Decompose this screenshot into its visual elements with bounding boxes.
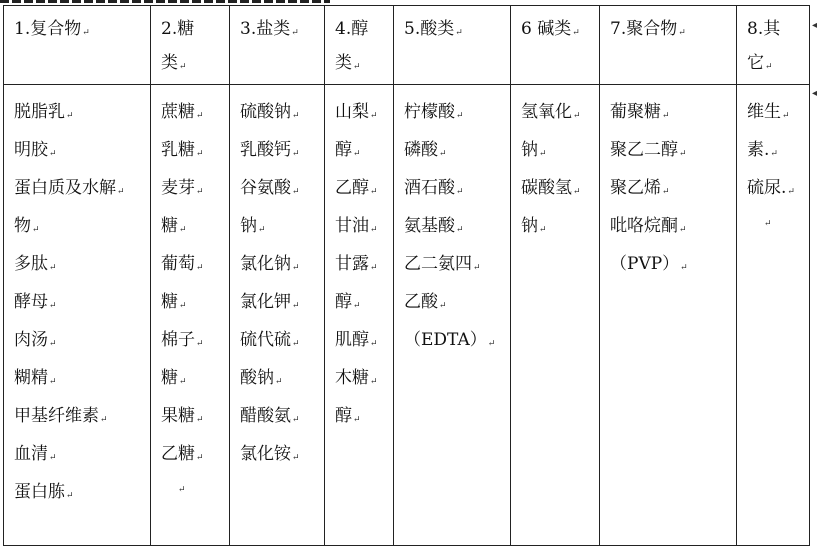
entry-line-text: 维生 bbox=[747, 102, 781, 122]
paragraph-mark: ↵ bbox=[196, 339, 204, 349]
entry-line bbox=[14, 361, 144, 399]
entry-line-text: 钠 bbox=[521, 216, 538, 236]
paragraph-mark: ↵ bbox=[49, 453, 57, 463]
entry-line-text: 甘油 bbox=[335, 216, 369, 236]
entry-line bbox=[610, 247, 730, 285]
entry-line bbox=[335, 361, 387, 399]
paragraph-mark: ↵ bbox=[782, 111, 790, 121]
paragraph-mark: ↵ bbox=[292, 453, 300, 463]
paragraph-mark: ↵ bbox=[178, 485, 186, 495]
entry-line bbox=[610, 95, 730, 133]
paragraph-mark: ↵ bbox=[473, 263, 481, 273]
header-line-text: 类 bbox=[335, 53, 352, 73]
entry-line-text: 果糖 bbox=[161, 406, 195, 426]
paragraph-mark: ↵ bbox=[258, 225, 266, 235]
paragraph-mark: ↵ bbox=[292, 339, 300, 349]
category-cell bbox=[4, 85, 151, 546]
entry-line-text: 氯化钾 bbox=[240, 292, 291, 312]
paragraph-mark: ↵ bbox=[196, 149, 204, 159]
entry-line-text: 吡咯烷酮 bbox=[610, 216, 678, 236]
entry-line-text: 乙酸 bbox=[404, 292, 438, 312]
entry-line-text: 谷氨酸 bbox=[240, 178, 291, 198]
entry-line-text: 酵母 bbox=[14, 292, 48, 312]
entry-line-text: 糖 bbox=[161, 216, 178, 236]
paragraph-mark: ↵ bbox=[292, 149, 300, 159]
header-cell bbox=[600, 6, 737, 85]
entry-line-text: 素. bbox=[747, 140, 770, 160]
entry-line-text: 醇 bbox=[335, 292, 352, 312]
entry-line-text: 葡聚糖 bbox=[610, 102, 661, 122]
entry-line bbox=[14, 475, 144, 513]
entry-line bbox=[240, 399, 318, 437]
paragraph-mark: ↵ bbox=[765, 62, 773, 72]
entry-line-text: 碳酸氢 bbox=[521, 178, 572, 198]
entry-line bbox=[335, 95, 387, 133]
entry-line bbox=[335, 247, 387, 285]
header-line-text: 8.其 bbox=[747, 19, 781, 39]
header-line-text: 2.糖 bbox=[161, 19, 195, 39]
entry-line bbox=[161, 133, 223, 171]
entry-line-text: 麦芽 bbox=[161, 178, 195, 198]
entry-line bbox=[161, 95, 223, 133]
paragraph-mark: ↵ bbox=[764, 219, 772, 229]
header-line bbox=[161, 12, 223, 46]
entry-line-text: 磷酸 bbox=[404, 140, 438, 160]
entry-line-text: 乳酸钙 bbox=[240, 140, 291, 160]
entry-line bbox=[335, 171, 387, 209]
header-line bbox=[240, 12, 318, 50]
paragraph-mark: ↵ bbox=[353, 301, 361, 311]
header-line-text: 它 bbox=[747, 53, 764, 73]
paragraph-mark: ↵ bbox=[573, 187, 581, 197]
entry-line bbox=[240, 95, 318, 133]
paragraph-mark: ↵ bbox=[82, 28, 90, 38]
header-line bbox=[747, 46, 807, 84]
header-line-text: 5.酸类 bbox=[404, 19, 455, 39]
entry-line bbox=[14, 171, 144, 209]
paragraph-mark: ↵ bbox=[680, 263, 688, 273]
entry-line bbox=[610, 209, 730, 247]
paragraph-mark: ↵ bbox=[32, 225, 40, 235]
entry-line bbox=[14, 95, 144, 133]
entry-line bbox=[14, 285, 144, 323]
paragraph-mark: ↵ bbox=[353, 62, 361, 72]
entry-line-text: 糖 bbox=[161, 368, 178, 388]
entry-line bbox=[14, 323, 144, 361]
paragraph-mark: ↵ bbox=[573, 111, 581, 121]
category-cell bbox=[737, 85, 810, 546]
paragraph-mark: ↵ bbox=[439, 301, 447, 311]
entry-line-text: 糖 bbox=[161, 292, 178, 312]
entry-line-text: 蔗糖 bbox=[161, 102, 195, 122]
paragraph-mark: ↵ bbox=[572, 28, 580, 38]
paragraph-mark: ↵ bbox=[196, 415, 204, 425]
end-of-cell-marker: ◂ bbox=[811, 88, 817, 99]
entry-line-text: （EDTA） bbox=[404, 330, 487, 350]
header-line bbox=[404, 12, 504, 50]
paragraph-mark: ↵ bbox=[292, 301, 300, 311]
header-cell bbox=[737, 6, 810, 85]
entry-line bbox=[161, 209, 223, 247]
header-line bbox=[335, 12, 387, 46]
paragraph-mark: ↵ bbox=[179, 62, 187, 72]
paragraph-mark: ↵ bbox=[456, 225, 464, 235]
entry-line-text: 多肽 bbox=[14, 254, 48, 274]
header-cell bbox=[325, 6, 394, 85]
paragraph-mark: ↵ bbox=[678, 28, 686, 38]
entry-line bbox=[240, 361, 318, 399]
top-rule-fragment bbox=[0, 0, 330, 3]
entry-line-text: 木糖 bbox=[335, 368, 369, 388]
entry-line-text: 乙糖 bbox=[161, 444, 195, 464]
entry-line bbox=[747, 133, 807, 171]
entry-line bbox=[404, 285, 504, 323]
paragraph-mark: ↵ bbox=[456, 187, 464, 197]
entry-line bbox=[610, 171, 730, 209]
paragraph-mark: ↵ bbox=[292, 415, 300, 425]
entry-line-text: 硫酸钠 bbox=[240, 102, 291, 122]
entry-line bbox=[161, 323, 223, 361]
entry-line-text: 醇 bbox=[335, 140, 352, 160]
entry-line-text: 甘露 bbox=[335, 254, 369, 274]
paragraph-mark: ↵ bbox=[456, 111, 464, 121]
entry-line-text: （PVP） bbox=[610, 254, 680, 274]
category-cell bbox=[394, 85, 511, 546]
header-line bbox=[14, 12, 144, 50]
entry-line bbox=[240, 247, 318, 285]
paragraph-mark: ↵ bbox=[662, 187, 670, 197]
entry-line-text: 氢氧化 bbox=[521, 102, 572, 122]
paragraph-mark: ↵ bbox=[353, 415, 361, 425]
entry-line bbox=[161, 361, 223, 399]
paragraph-mark: ↵ bbox=[49, 149, 57, 159]
entry-line-text: 乳糖 bbox=[161, 140, 195, 160]
header-line-text: 1.复合物 bbox=[14, 19, 82, 39]
entry-line bbox=[240, 437, 318, 475]
paragraph-mark: ↵ bbox=[370, 225, 378, 235]
entry-line-text: 脱脂乳 bbox=[14, 102, 65, 122]
entry-line bbox=[521, 95, 593, 133]
entry-line bbox=[14, 399, 144, 437]
header-line bbox=[521, 12, 593, 50]
paragraph-mark: ↵ bbox=[100, 415, 108, 425]
entry-line bbox=[404, 247, 504, 285]
paragraph-mark: ↵ bbox=[455, 28, 463, 38]
entry-line-text: 糊精 bbox=[14, 368, 48, 388]
entry-line-text: 肉汤 bbox=[14, 330, 48, 350]
paragraph-mark: ↵ bbox=[66, 491, 74, 501]
entry-line bbox=[14, 247, 144, 285]
entry-line bbox=[161, 437, 223, 475]
header-cell bbox=[4, 6, 151, 85]
entry-line bbox=[240, 285, 318, 323]
additive-classification-table bbox=[3, 5, 810, 546]
header-line bbox=[747, 12, 807, 46]
entry-line bbox=[161, 247, 223, 285]
paragraph-mark: ↵ bbox=[117, 187, 125, 197]
paragraph-mark: ↵ bbox=[49, 339, 57, 349]
entry-line bbox=[404, 133, 504, 171]
entry-line bbox=[747, 171, 807, 209]
paragraph-mark: ↵ bbox=[49, 263, 57, 273]
paragraph-mark: ↵ bbox=[196, 187, 204, 197]
paragraph-mark: ↵ bbox=[179, 377, 187, 387]
category-cell bbox=[511, 85, 600, 546]
entry-line bbox=[521, 133, 593, 171]
header-cell bbox=[394, 6, 511, 85]
entry-line bbox=[240, 171, 318, 209]
entry-line-text: 钠 bbox=[240, 216, 257, 236]
paragraph-mark: ↵ bbox=[770, 149, 778, 159]
body-row bbox=[4, 85, 810, 546]
entry-line bbox=[240, 323, 318, 361]
entry-line-text: 氯化铵 bbox=[240, 444, 291, 464]
entry-line bbox=[161, 285, 223, 323]
paragraph-mark: ↵ bbox=[275, 377, 283, 387]
entry-line-text: 钠 bbox=[521, 140, 538, 160]
entry-line bbox=[404, 95, 504, 133]
paragraph-mark: ↵ bbox=[370, 339, 378, 349]
header-cell bbox=[230, 6, 325, 85]
entry-line-text: 聚乙烯 bbox=[610, 178, 661, 198]
paragraph-mark: ↵ bbox=[196, 453, 204, 463]
header-cell bbox=[151, 6, 230, 85]
paragraph-mark: ↵ bbox=[370, 187, 378, 197]
entry-line bbox=[521, 209, 593, 247]
entry-line bbox=[240, 133, 318, 171]
entry-line-text: 葡萄 bbox=[161, 254, 195, 274]
category-cell bbox=[325, 85, 394, 546]
paragraph-mark: ↵ bbox=[662, 111, 670, 121]
entry-line bbox=[161, 399, 223, 437]
entry-line bbox=[240, 209, 318, 247]
paragraph-mark: ↵ bbox=[196, 263, 204, 273]
paragraph-mark: ↵ bbox=[679, 225, 687, 235]
category-cell bbox=[600, 85, 737, 546]
paragraph-mark: ↵ bbox=[292, 187, 300, 197]
entry-line-text: 肌醇 bbox=[335, 330, 369, 350]
entry-line bbox=[404, 323, 504, 361]
end-of-cell-marker: ◂ bbox=[811, 20, 817, 31]
entry-line bbox=[335, 285, 387, 323]
category-cell bbox=[151, 85, 230, 546]
entry-line-text: 氯化钠 bbox=[240, 254, 291, 274]
entry-line-text: 棉子 bbox=[161, 330, 195, 350]
entry-line bbox=[610, 133, 730, 171]
header-line-text: 4.醇 bbox=[335, 19, 369, 39]
paragraph-mark: ↵ bbox=[353, 149, 361, 159]
paragraph-mark: ↵ bbox=[370, 111, 378, 121]
entry-line bbox=[161, 171, 223, 209]
entry-line-text: 甲基纤维素 bbox=[14, 406, 99, 426]
header-cell bbox=[511, 6, 600, 85]
entry-line-text: 物 bbox=[14, 216, 31, 236]
paragraph-mark: ↵ bbox=[539, 149, 547, 159]
category-cell bbox=[230, 85, 325, 546]
entry-line-text: 乙二氨四 bbox=[404, 254, 472, 274]
paragraph-mark: ↵ bbox=[679, 149, 687, 159]
entry-line-text: 硫尿. bbox=[747, 178, 787, 198]
entry-line-text: 酸钠 bbox=[240, 368, 274, 388]
entry-line bbox=[404, 171, 504, 209]
entry-line bbox=[335, 323, 387, 361]
entry-line bbox=[521, 171, 593, 209]
paragraph-mark: ↵ bbox=[292, 263, 300, 273]
entry-line bbox=[14, 209, 144, 247]
paragraph-mark: ↵ bbox=[370, 263, 378, 273]
entry-line-text: 酒石酸 bbox=[404, 178, 455, 198]
header-line-text: 3.盐类 bbox=[240, 19, 291, 39]
paragraph-mark: ↵ bbox=[49, 377, 57, 387]
header-line bbox=[610, 12, 730, 50]
entry-line-text: 乙醇 bbox=[335, 178, 369, 198]
paragraph-mark: ↵ bbox=[291, 28, 299, 38]
entry-line bbox=[404, 209, 504, 247]
paragraph-mark: ↵ bbox=[179, 225, 187, 235]
entry-line bbox=[14, 133, 144, 171]
header-line-text: 类 bbox=[161, 53, 178, 73]
entry-line-text: 聚乙二醇 bbox=[610, 140, 678, 160]
header-row bbox=[4, 6, 810, 85]
entry-line-text: 蛋白胨 bbox=[14, 482, 65, 502]
paragraph-mark: ↵ bbox=[179, 301, 187, 311]
entry-line bbox=[14, 437, 144, 475]
entry-line-text: 血清 bbox=[14, 444, 48, 464]
entry-line bbox=[335, 133, 387, 171]
paragraph-mark: ↵ bbox=[539, 225, 547, 235]
paragraph-mark: ↵ bbox=[292, 111, 300, 121]
paragraph-mark: ↵ bbox=[487, 339, 496, 349]
entry-line-text: 山梨 bbox=[335, 102, 369, 122]
entry-line-text: 氨基酸 bbox=[404, 216, 455, 236]
entry-line-text: 硫代硫 bbox=[240, 330, 291, 350]
header-line bbox=[161, 46, 223, 84]
paragraph-mark: ↵ bbox=[787, 187, 795, 197]
entry-line bbox=[747, 95, 807, 133]
paragraph-mark: ↵ bbox=[66, 111, 74, 121]
paragraph-mark: ↵ bbox=[49, 301, 57, 311]
entry-line bbox=[335, 399, 387, 437]
entry-line-text: 醇 bbox=[335, 406, 352, 426]
entry-line-text: 醋酸氨 bbox=[240, 406, 291, 426]
entry-line bbox=[335, 209, 387, 247]
header-line bbox=[335, 46, 387, 84]
header-line-text: 7.聚合物 bbox=[610, 19, 678, 39]
paragraph-mark: ↵ bbox=[439, 149, 447, 159]
paragraph-mark: ↵ bbox=[370, 377, 378, 387]
entry-line-text: 明胶 bbox=[14, 140, 48, 160]
paragraph-mark: ↵ bbox=[196, 111, 204, 121]
entry-line-text: 蛋白质及水解 bbox=[14, 178, 116, 198]
header-line-text: 6 碱类 bbox=[521, 19, 572, 39]
entry-line-text: 柠檬酸 bbox=[404, 102, 455, 122]
